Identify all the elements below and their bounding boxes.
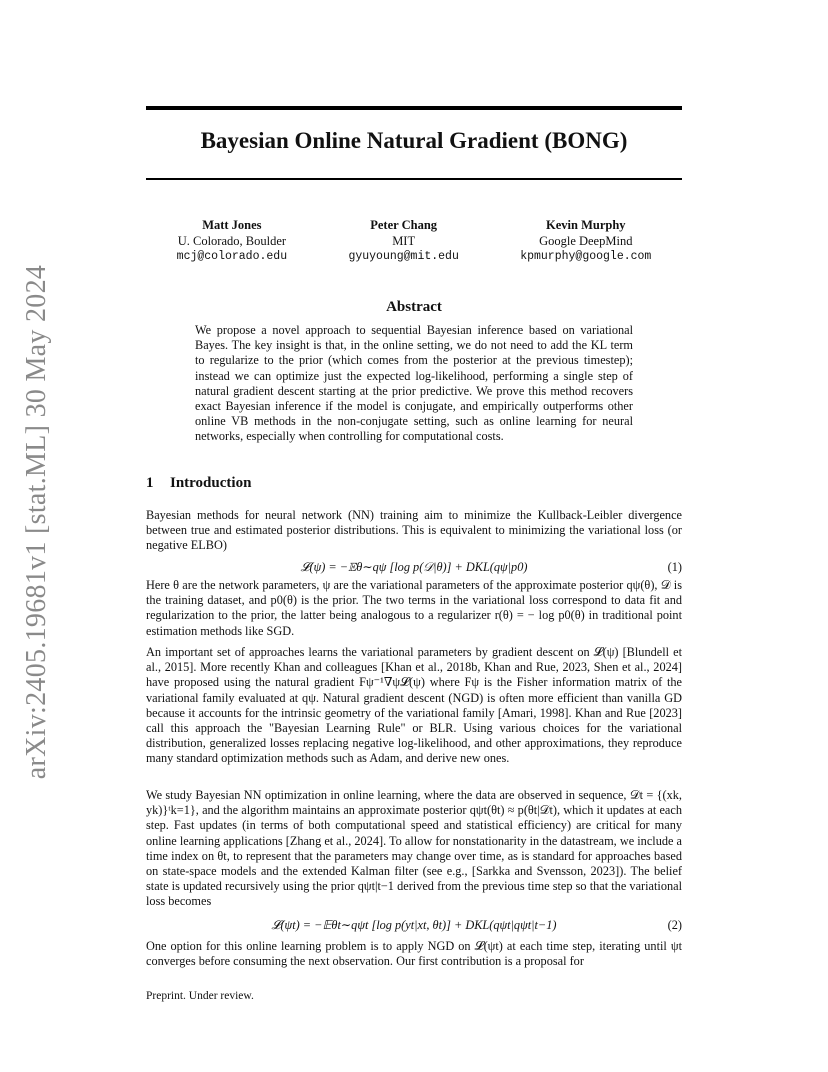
author-name: Matt Jones: [202, 218, 262, 232]
author-block: [348, 217, 458, 265]
title-close: ): [619, 128, 628, 153]
section-number: 1: [146, 475, 154, 491]
title-main: Bayesian Online Natural Gradient (: [200, 128, 552, 153]
equation-2: [146, 918, 682, 933]
author-email: mcj@colorado.edu: [176, 250, 288, 263]
paragraph-2: Here θ are the network parameters, ψ are the variational parameters of the approximate posterior qψ(θ), 𝒟 is the training dataset, and p0(θ) is the prior. The two terms in the variational loss correspond to data fit and regularization to the prior, the latter being analogous to a regularizer r(θ) = − log p0(θ) in traditional point estimation methods like SGD.: [146, 578, 682, 638]
preprint-note: Preprint. Under review.: [146, 990, 254, 1002]
equation-1-number: (1): [667, 560, 682, 574]
author-name: Kevin Murphy: [546, 218, 626, 232]
author-block: [177, 217, 287, 265]
author-affiliation: MIT: [392, 234, 416, 248]
title-rule-top: [146, 106, 682, 110]
title-acronym: BONG: [552, 128, 620, 153]
author-email: gyuyoung@mit.edu: [348, 250, 459, 263]
equation-2-body: 𝓛(ψt) = −𝔼θt∼qψt [log p(yt|xt, θt)] + DKL(qψt|qψt|t−1): [271, 918, 557, 932]
author-name: Peter Chang: [370, 218, 438, 232]
author-affiliation: U. Colorado, Boulder: [177, 234, 287, 248]
paragraph-3: An important set of approaches learns the variational parameters by gradient descent on 𝓛(ψ) [Blundell et al., 2015]. More recently Khan and colleagues [Khan et al., 2018b, Khan and Rue, 2023, Shen et al., 2024] have proposed using the natural gradient Fψ⁻¹∇ψ𝓛(ψ) where Fψ is the Fisher information matrix of the variational family evaluated at qψ. Natural gradient descent (NGD) is often more efficient than vanilla GD because it accounts for the intrinsic geometry of the variational family [Amari, 1998]. Khan and Rue [2023] call this approach the "Bayesian Learning Rule" or BLR. Using various choices for the variational distribution, generalized losses replacing negative log-likelihood, and other approximations, they reproduce many standard optimization methods such as Adam, and derive new ones.: [146, 645, 682, 766]
author-list: [146, 217, 682, 265]
abstract-heading: Abstract: [386, 299, 442, 315]
paragraph-4: We study Bayesian NN optimization in online learning, where the data are observed in sequence, 𝒟t = {(xk, yk)}ᵗk=1}, and the algorithm maintains an approximate posterior qψt(θt) ≈ p(θt|𝒟t), which it updates at each step. Fast updates (in terms of both computational speed and statistical efficiency) are critical for many online learning applications [Zhang et al., 2024]. To allow for nonstationarity in the datastream, we include a time index on θt, to represent that the parameters may change over time, as is standard for approaches based on state-space models and the extended Kalman filter (see e.g., [Sarkka and Svensson, 2023]). The belief state is updated recursively using the prior qψt|t−1 derived from the previous time step so that the variational loss becomes: [146, 788, 682, 909]
abstract-text: We propose a novel approach to sequential Bayesian inference based on variational Bayes. The key insight is that, in the online setting, we do not need to add the KL term to regularize to the prior (which comes from the posterior at the previous timestep); instead we can optimize just the expected log-likelihood, performing a single step of natural gradient descent starting at the prior predictive. We prove this method recovers exact Bayesian inference if the model is conjugate, and empirically outperforms other online VB methods in the non-conjugate setting, such as online learning for neural networks, especially when controlling for computational costs.: [195, 323, 633, 444]
arxiv-identifier-text: arXiv:2405.19681v1 [stat.ML] 30 May 2024: [21, 264, 52, 780]
author-block: [520, 217, 651, 265]
equation-1-body: 𝓛(ψ) = −𝔼θ∼qψ [log p(𝒟|θ)] + DKL(qψ|p0): [300, 560, 528, 574]
equation-2-number: (2): [667, 918, 682, 932]
section-title: Introduction: [170, 475, 252, 491]
paper-title: [146, 128, 682, 154]
arxiv-identifier: [21, 264, 52, 780]
paragraph-5: One option for this online learning problem is to apply NGD on 𝓛(ψt) at each time step, iterating until ψt converges before consuming the next observation. Our first contribution is a proposal for: [146, 939, 682, 969]
title-rule-bottom: [146, 178, 682, 180]
author-affiliation: Google DeepMind: [539, 234, 633, 248]
paragraph-1: Bayesian methods for neural network (NN) training aim to minimize the Kullback-Leibler divergence between true and estimated posterior distributions. This is equivalent to minimizing the variational loss (or negative ELBO): [146, 508, 682, 553]
author-email: kpmurphy@google.com: [520, 250, 652, 263]
section-heading: [146, 475, 251, 492]
equation-1: [146, 560, 682, 575]
